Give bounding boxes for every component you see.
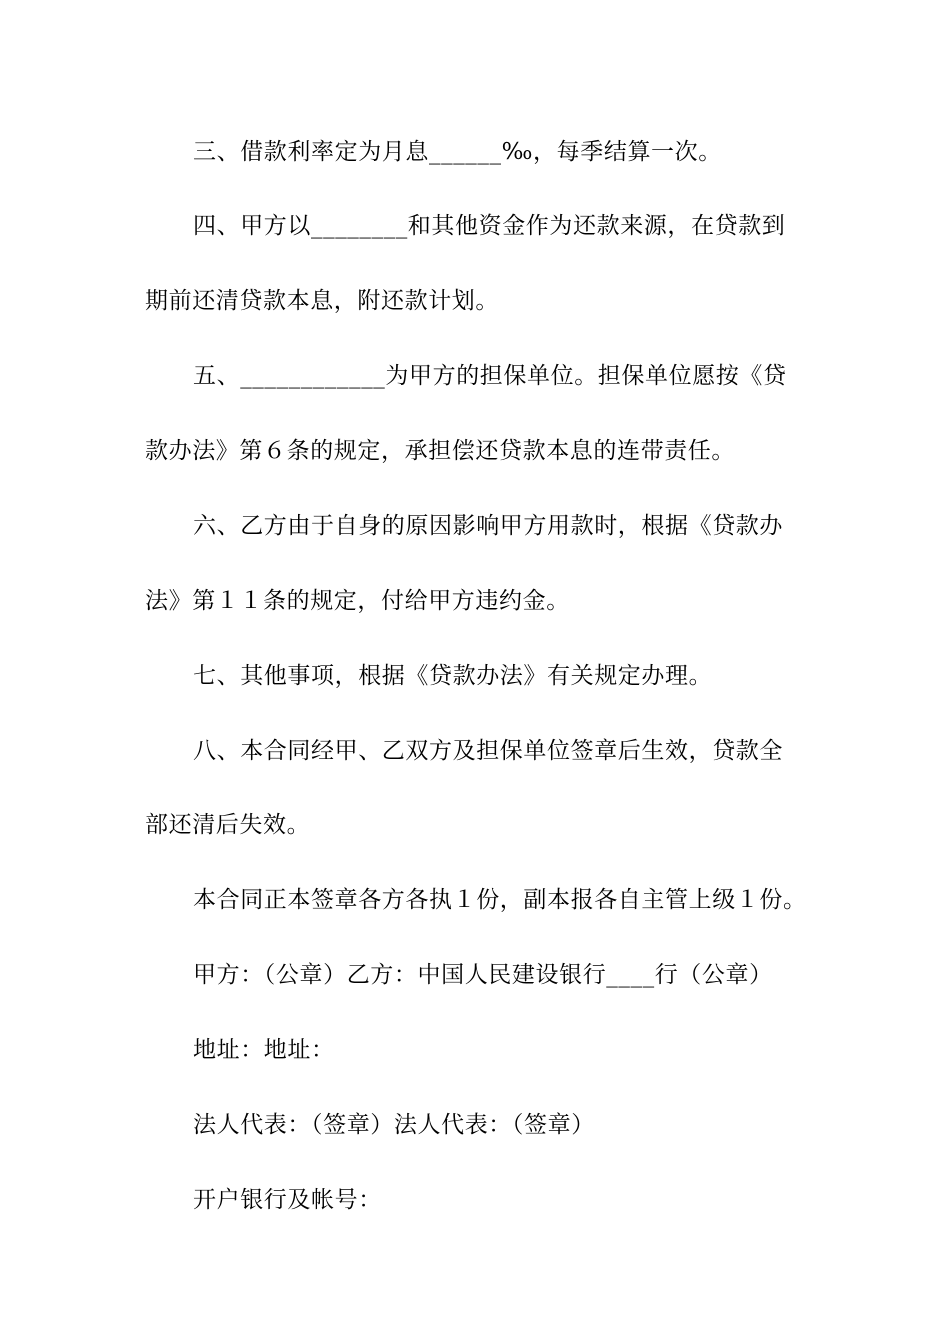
party-seal-line: 甲方：（公章）乙方：中国人民建设银行____行（公章） [193, 962, 773, 988]
copies-line: 本合同正本签章各方各执１份，副本报各自主管上级１份。 [193, 887, 807, 913]
clause-8-line-2: 部还清后失效。 [145, 812, 311, 838]
address-line: 地址：地址： [193, 1037, 335, 1063]
bank-account-line: 开户银行及帐号： [193, 1187, 382, 1213]
clause-4-line-2: 期前还清贷款本息，附还款计划。 [145, 288, 499, 314]
clause-3-line: 三、借款利率定为月息______‰，每季结算一次。 [193, 139, 722, 165]
clause-8-line-1: 八、本合同经甲、乙双方及担保单位签章后生效，贷款全 [193, 738, 783, 764]
clause-4-line-1: 四、甲方以________和其他资金作为还款来源，在贷款到 [193, 213, 786, 239]
clause-7-line: 七、其他事项，根据《贷款办法》有关规定办理。 [193, 663, 713, 689]
clause-5-line-1: 五、____________为甲方的担保单位。担保单位愿按《贷 [193, 363, 787, 389]
clause-6-line-2: 法》第１１条的规定，付给甲方违约金。 [145, 588, 570, 614]
clause-5-line-2: 款办法》第６条的规定，承担偿还贷款本息的连带责任。 [145, 438, 735, 464]
legal-representative-line: 法人代表：（签章）法人代表：（签章） [193, 1112, 595, 1138]
clause-6-line-1: 六、乙方由于自身的原因影响甲方用款时，根据《贷款办 [193, 513, 783, 539]
